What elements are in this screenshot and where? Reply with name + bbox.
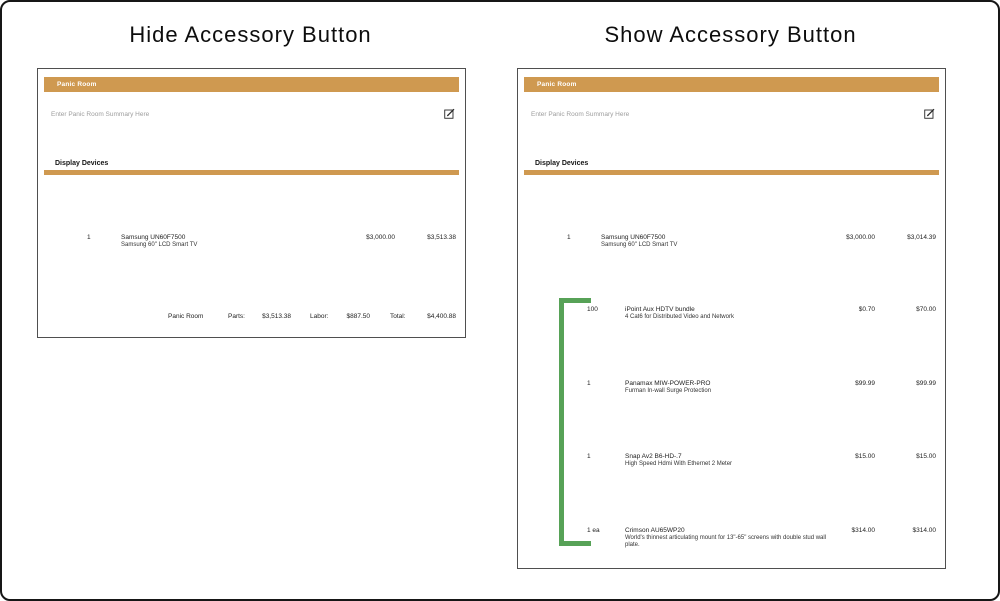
item-name: Crimson AU65WP20 [625, 527, 685, 534]
accessory-line-item-row[interactable] [518, 453, 945, 475]
item-name-block [625, 527, 837, 549]
item-total: $3,014.39 [907, 234, 936, 241]
item-total: $99.99 [916, 380, 936, 387]
room-header-bar [524, 77, 939, 92]
item-price: $3,000.00 [846, 234, 875, 241]
room-totals-row [38, 313, 465, 325]
accessory-bracket [559, 298, 591, 546]
item-total: $314.00 [912, 527, 936, 534]
item-description: Samsung 60" LCD Smart TV [601, 242, 678, 248]
item-description: Samsung 60" LCD Smart TV [121, 242, 198, 248]
item-qty: 1 [587, 380, 591, 387]
item-name: Samsung UN60F7500 [121, 234, 186, 241]
item-qty: 1 [587, 453, 591, 460]
edit-icon[interactable] [924, 108, 935, 119]
total-value: $4,400.88 [427, 313, 456, 320]
item-qty: 100 [587, 306, 598, 313]
accessory-line-item-row[interactable] [518, 306, 945, 328]
panel-title-show: Show Accessory Button [604, 22, 857, 47]
item-qty: 1 [567, 234, 571, 241]
accessory-line-item-row[interactable] [518, 380, 945, 402]
item-total: $15.00 [916, 453, 936, 460]
item-name: Snap Av2 B6-HD-.7 [625, 453, 682, 460]
totals-room-label: Panic Room [168, 313, 204, 320]
section-label: Display Devices [55, 160, 109, 167]
room-header-label: Panic Room [537, 81, 577, 88]
section-label: Display Devices [535, 160, 589, 167]
item-qty: 1 ea [587, 527, 600, 534]
item-name-block [121, 234, 333, 249]
parts-label: Parts: [228, 313, 245, 320]
section-underline-bar [524, 170, 939, 175]
item-name-block [625, 453, 837, 468]
room-header-label: Panic Room [57, 81, 97, 88]
labor-value: $887.50 [346, 313, 370, 320]
item-name: Panamax MIW-POWER-PRO [625, 380, 711, 387]
item-name: iPoint Aux HDTV bundle [625, 306, 695, 313]
accessory-line-item-row[interactable] [518, 527, 945, 549]
parts-value: $3,513.38 [262, 313, 291, 320]
section-underline-bar [44, 170, 459, 175]
item-name: Samsung UN60F7500 [601, 234, 666, 241]
item-price: $0.70 [858, 306, 875, 313]
item-description: Furman In-wall Surge Protection [625, 388, 712, 394]
item-description: World's thinnest articulating mount for 13"-65" screens with double stud wall plate. [625, 535, 827, 548]
room-header-bar [44, 77, 459, 92]
item-description: High Speed Hdmi With Ethernet 2 Meter [625, 461, 733, 467]
item-price: $99.99 [855, 380, 875, 387]
labor-label: Labor: [310, 313, 329, 320]
line-item-row[interactable] [518, 234, 945, 256]
proposal-card-show [517, 68, 946, 569]
item-name-block [625, 380, 837, 395]
item-qty: 1 [87, 234, 91, 241]
item-price: $15.00 [855, 453, 875, 460]
item-name-block [625, 306, 837, 321]
edit-icon[interactable] [444, 108, 455, 119]
item-price: $3,000.00 [366, 234, 395, 241]
item-description: 4 Cat6 for Distributed Video and Network [625, 314, 734, 320]
line-item-row[interactable] [38, 234, 465, 256]
item-total: $3,513.38 [427, 234, 456, 241]
item-total: $70.00 [916, 306, 936, 313]
summary-placeholder: Enter Panic Room Summary Here [51, 111, 150, 118]
item-name-block [601, 234, 813, 249]
summary-placeholder: Enter Panic Room Summary Here [531, 111, 630, 118]
panel-title-hide: Hide Accessory Button [129, 22, 372, 47]
proposal-card-hide [37, 68, 466, 338]
item-price: $314.00 [851, 527, 875, 534]
summary-field[interactable] [44, 107, 459, 123]
summary-field[interactable] [524, 107, 939, 123]
total-label: Total: [390, 313, 406, 320]
